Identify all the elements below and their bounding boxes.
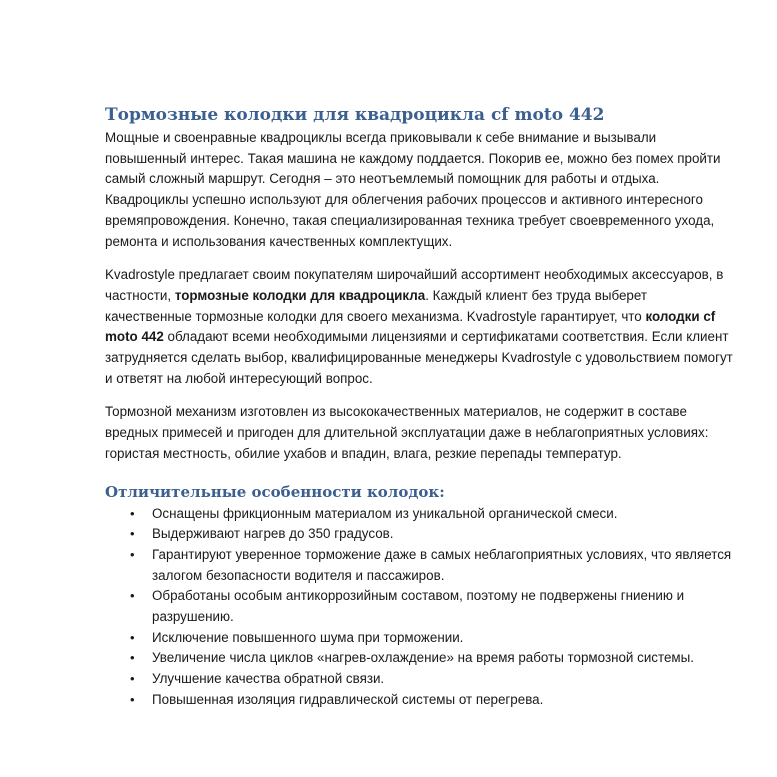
bullet-icon: • xyxy=(130,629,135,645)
features-list xyxy=(105,504,735,711)
list-item xyxy=(105,669,735,690)
list-item xyxy=(105,504,735,525)
paragraph-offer xyxy=(105,265,735,389)
list-item-text: Исключение повышенного шума при торможении. xyxy=(152,629,464,645)
list-item xyxy=(105,628,735,649)
list-item xyxy=(105,648,735,669)
bullet-icon: • xyxy=(130,546,135,562)
features-heading: Отличительные особенности колодок: xyxy=(105,482,445,501)
list-item-text: Повышенная изоляция гидравлической системы от перегрева. xyxy=(152,691,544,707)
paragraph-offer-text-3: обладают всеми необходимыми лицензиями и сертификатами соответствия. Если клиент затрудняется сделать выбор, квалифицированные менеджеры Kvadrostyle с удовольствием помогут и ответят на любой интересующий вопрос. xyxy=(105,329,733,386)
list-item xyxy=(105,690,735,711)
list-item-text: Оснащены фрикционным материалом из уникальной органической смеси. xyxy=(152,505,618,521)
list-item-text: Улучшение качества обратной связи. xyxy=(152,671,385,687)
list-item-text: Гарантируют уверенное торможение даже в самых неблагоприятных условиях, что является залогом безопасности водителя и пассажиров. xyxy=(152,546,732,583)
paragraph-intro: Мощные и своенравные квадроциклы всегда приковывали к себе внимание и вызывали повышенный интерес. Такая машина не каждому поддается. Покорив ее, можно без помех пройти самый сложный маршрут. Сегодня – это неотъемлемый помощник для работы и отдыха. Квадроциклы успешно используют для облегчения рабочих процессов и активного интересного времяпровождения. Конечно, такая специализированная техника требует своевременного ухода, ремонта и использования качественных комплектущих. xyxy=(105,130,721,249)
list-item xyxy=(105,545,735,586)
paragraph-offer-text-2: . Каждый клиент без труда выберет качественные тормозные колодки для своего механизма. Kvadrostyle гарантирует, что xyxy=(105,287,647,324)
document-page xyxy=(105,104,735,711)
paragraph-offer-bold-1: тормозные колодки для квадроцикла xyxy=(174,287,426,303)
paragraph-mechanism: Тормозной механизм изготовлен из высококачественных материалов, не содержит в составе вредных примесей и пригоден для длительной эксплуатации даже в неблагоприятных условиях: гористая местность, обилие ухабов и впадин, влага, резкие перепады температур. xyxy=(105,404,709,461)
paragraph-offer-bold-2: колодки cf moto 442 xyxy=(105,308,716,345)
bullet-icon: • xyxy=(130,691,135,707)
list-item-text: Увеличение числа циклов «нагрев-охлаждение» на время работы тормозной системы. xyxy=(152,650,694,666)
bullet-icon: • xyxy=(130,526,135,542)
list-item xyxy=(105,586,735,627)
list-item-text: Обработаны особым антикоррозийным составом, поэтому не подвержены гниению и разрушению. xyxy=(152,588,685,625)
bullet-icon: • xyxy=(130,671,135,687)
bullet-icon: • xyxy=(130,650,135,666)
list-item xyxy=(105,524,735,545)
paragraph-offer-text-1: Kvadrostyle предлагает своим покупателям широчайший ассортимент необходимых аксессуаров, в частности, xyxy=(105,267,724,303)
page-title: Тормозные колодки для квадроцикла cf moto 442 xyxy=(105,105,605,125)
bullet-icon: • xyxy=(130,505,135,521)
list-item-text: Выдерживают нагрев до 350 градусов. xyxy=(152,526,394,542)
bullet-icon: • xyxy=(130,588,135,604)
